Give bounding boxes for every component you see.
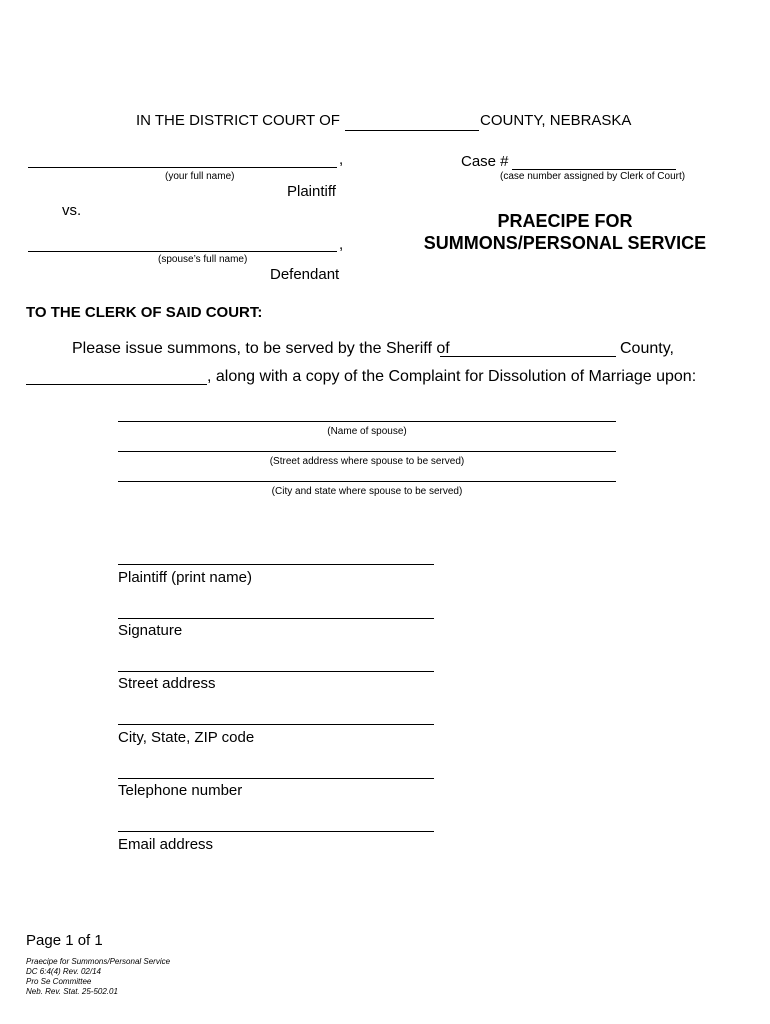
telephone-label: Telephone number: [118, 782, 243, 799]
spouse-city-hint: (City and state where spouse to be served): [271, 486, 463, 497]
plaintiff-comma: ,: [339, 151, 344, 168]
street-address-label: Street address: [118, 675, 216, 692]
form-title-line1: PRAECIPE FOR: [497, 211, 633, 231]
plaintiff-print-name-input[interactable]: [118, 546, 434, 565]
case-number-input[interactable]: [512, 151, 676, 170]
street-address-input[interactable]: [118, 653, 434, 672]
city-state-zip-label: City, State, ZIP code: [118, 729, 255, 746]
telephone-input[interactable]: [118, 760, 434, 779]
spouse-city-input[interactable]: [118, 463, 616, 482]
footer-committee: Pro Se Committee: [26, 977, 92, 986]
sheriff-state-input[interactable]: [26, 366, 207, 385]
court-header-suffix: COUNTY, NEBRASKA: [480, 112, 632, 129]
defendant-label: Defendant: [270, 266, 340, 283]
city-state-zip-input[interactable]: [118, 706, 434, 725]
footer-statute: Neb. Rev. Stat. 25-502.01: [26, 987, 118, 996]
clerk-heading: TO THE CLERK OF SAID COURT:: [26, 304, 263, 321]
versus-label: vs.: [62, 202, 82, 219]
defendant-comma: ,: [339, 236, 344, 253]
email-input[interactable]: [118, 813, 434, 832]
summons-text-suffix: County,: [620, 340, 674, 357]
case-number-label: Case #: [461, 153, 509, 170]
plaintiff-name-input[interactable]: [28, 149, 337, 168]
county-input[interactable]: [345, 112, 479, 131]
spouse-name-hint: (Name of spouse): [327, 426, 407, 437]
complaint-text: , along with a copy of the Complaint for Dissolution of Marriage upon:: [207, 368, 697, 385]
footer-form-code: DC 6:4(4) Rev. 02/14: [26, 967, 101, 976]
defendant-name-hint: (spouse’s full name): [158, 254, 248, 265]
spouse-street-hint: (Street address where spouse to be served): [269, 456, 465, 467]
summons-text-prefix: Please issue summons, to be served by the Sheriff of: [72, 340, 450, 357]
court-header-prefix: IN THE DISTRICT COURT OF: [136, 112, 340, 129]
sheriff-county-input[interactable]: [440, 338, 616, 357]
page-number: Page 1 of 1: [26, 932, 103, 949]
case-number-hint: (case number assigned by Clerk of Court): [500, 171, 686, 182]
signature-label: Signature: [118, 622, 183, 639]
signature-input[interactable]: [118, 600, 434, 619]
email-label: Email address: [118, 836, 214, 853]
footer-form-name: Praecipe for Summons/Personal Service: [26, 957, 171, 966]
plaintiff-name-hint: (your full name): [165, 171, 235, 182]
spouse-street-input[interactable]: [118, 433, 616, 452]
defendant-name-input[interactable]: [28, 233, 337, 252]
plaintiff-print-name-label: Plaintiff (print name): [118, 569, 252, 586]
form-title-line2: SUMMONS/PERSONAL SERVICE: [423, 233, 707, 253]
spouse-name-input[interactable]: [118, 403, 616, 422]
plaintiff-label: Plaintiff: [287, 183, 336, 200]
